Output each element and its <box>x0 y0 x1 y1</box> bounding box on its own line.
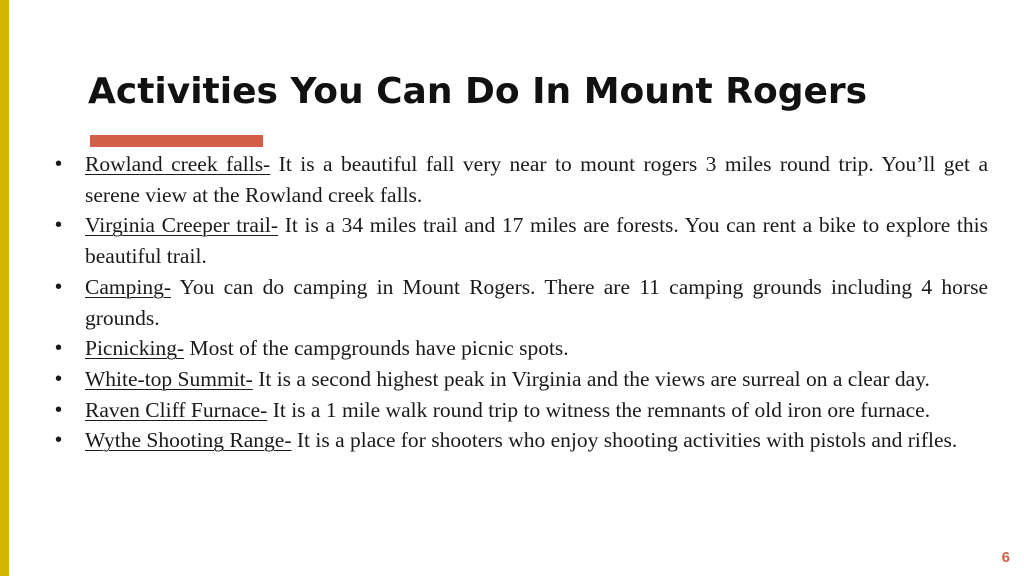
list-item <box>85 364 988 395</box>
activity-description: It is a 34 miles trail and 17 miles are forests. You can rent a bike to explore this beautiful trail. <box>85 213 988 269</box>
list-item <box>85 149 988 210</box>
page-number: 6 <box>1001 549 1010 566</box>
activity-term: Camping- <box>85 274 171 299</box>
activity-description: It is a 1 mile walk round trip to witness the remnants of old iron ore furnace. <box>267 397 931 422</box>
activity-term: Rowland creek falls- <box>85 152 271 176</box>
slide-title: Activities You Can Do In Mount Rogers <box>88 71 868 112</box>
activity-description: It is a second highest peak in Virginia and the views are surreal on a clear day. <box>252 366 930 391</box>
list-item <box>85 210 988 271</box>
activity-term: Virginia Creeper trail- <box>85 213 279 238</box>
list-item <box>85 272 988 333</box>
activities-list <box>85 149 988 456</box>
list-item <box>85 395 988 426</box>
activity-term: Raven Cliff Furnace- <box>85 397 268 422</box>
list-item <box>85 333 988 364</box>
activity-description: You can do camping in Mount Rogers. There are 11 camping grounds including 4 horse grounds. <box>85 274 988 330</box>
activity-term: White-top Summit- <box>85 366 253 391</box>
left-accent-bar <box>0 0 9 576</box>
activity-term: Wythe Shooting Range- <box>85 428 292 453</box>
list-item <box>85 425 988 456</box>
activity-term: Picnicking- <box>85 336 185 361</box>
activity-description: It is a place for shooters who enjoy shooting activities with pistols and rifles. <box>291 428 958 453</box>
activity-description: Most of the campgrounds have picnic spots. <box>184 336 569 361</box>
activity-description: It is a beautiful fall very near to mount rogers 3 miles round trip. You’ll get a serene view at the Rowland creek falls. <box>85 152 988 207</box>
title-underline-accent <box>90 135 263 147</box>
